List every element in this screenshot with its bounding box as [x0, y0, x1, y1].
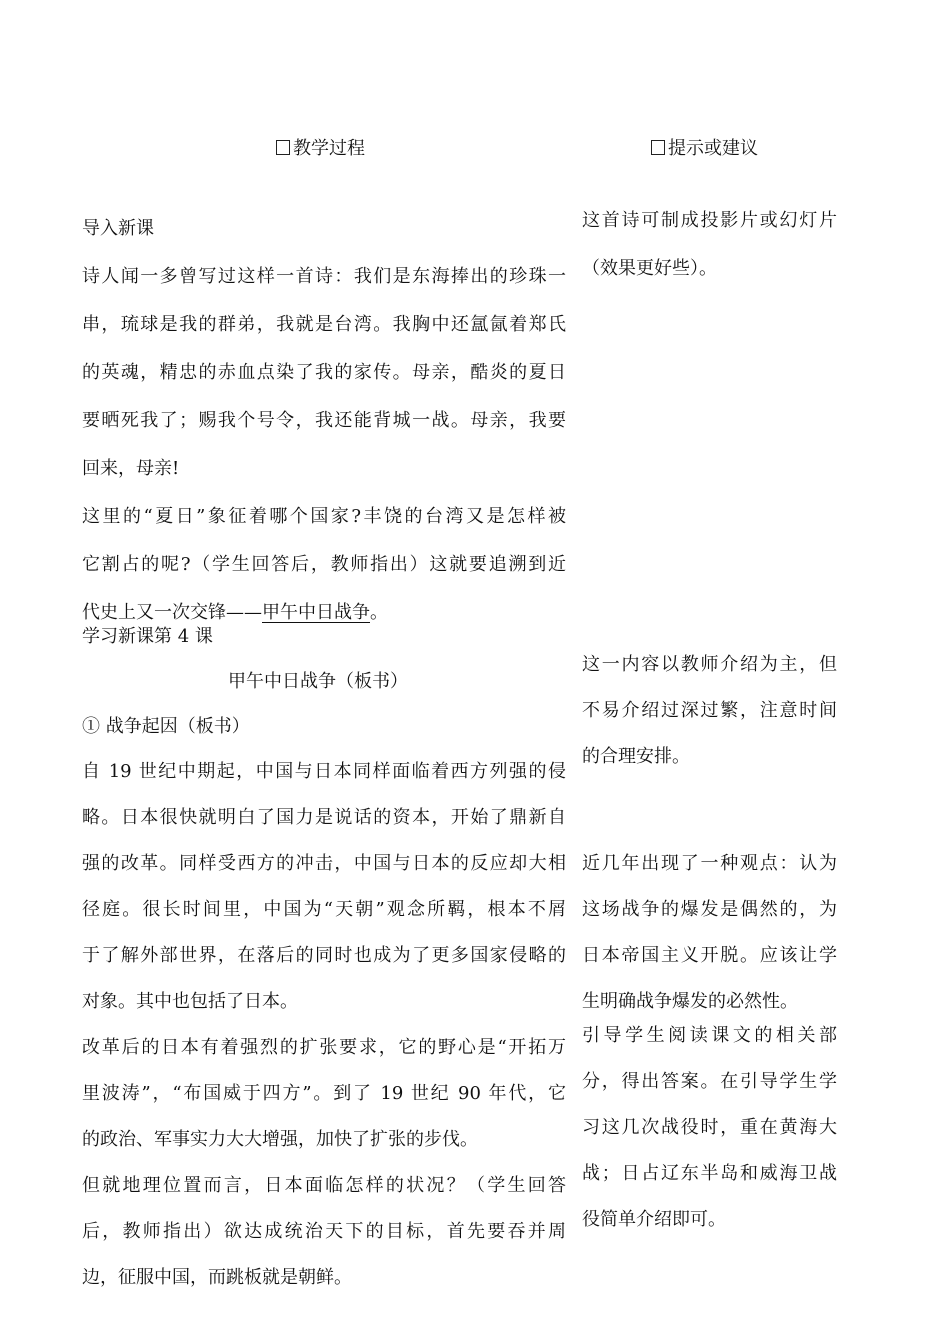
- paragraph-line: 径庭。很长时间里，中国为“天朝”观念所羁，根本不屑: [82, 899, 566, 920]
- note-inevitability: [582, 841, 837, 1025]
- question-line: 这里的“夏日”象征着哪个国家?丰饶的台湾又是怎样被: [82, 506, 566, 527]
- paragraph-line: 自 19 世纪中期起，中国与日本同样面临着西方列强的侵: [82, 761, 566, 782]
- paragraph-line: 后，教师指出）欲达成统治天下的目标，首先要吞并周: [82, 1221, 566, 1242]
- lesson-title: 甲午中日战争（板书）: [228, 671, 408, 692]
- paragraph-line: 对象。其中也包括了日本。: [82, 991, 298, 1012]
- lesson-heading: 学习新课第 4 课: [82, 626, 213, 647]
- paragraph-line: 里波涛”，“布国威于四方”。到了 19 世纪 90 年代，它: [82, 1083, 566, 1104]
- note-line: 这首诗可制成投影片或幻灯片: [582, 210, 837, 231]
- note-poem: [582, 197, 837, 293]
- header-right-label: 提示或建议: [668, 138, 758, 159]
- paragraph-line: 于了解外部世界，在落后的同时也成为了更多国家侵略的: [82, 945, 566, 966]
- paragraph-expansion: [82, 1025, 566, 1163]
- note-teacher-intro: [582, 642, 837, 780]
- note-line: 这场战争的爆发是偶然的，为: [582, 899, 837, 920]
- note-line: 役简单介绍即可。: [582, 1209, 726, 1230]
- note-line: 近几年出现了一种观点：认为: [582, 853, 837, 874]
- note-line: 战；日占辽东半岛和威海卫战: [582, 1163, 837, 1184]
- header-left-label: 教学过程: [293, 138, 365, 159]
- poem-line: 的英魂，精忠的赤血点染了我的家传。母亲，酷炎的夏日: [82, 362, 566, 383]
- note-line: 引导学生阅读课文的相关部: [582, 1025, 837, 1046]
- paragraph-line: 但就地理位置而言，日本面临怎样的状况？（学生回答: [82, 1175, 566, 1196]
- note-line: 生明确战争爆发的必然性。: [582, 991, 798, 1012]
- intro-section: [82, 205, 566, 637]
- header-teaching-process: [276, 136, 365, 162]
- checkbox-icon: [276, 140, 290, 155]
- note-line: 不易介绍过深过繁，注意时间: [582, 700, 837, 721]
- note-line: 分，得出答案。在引导学生学: [582, 1071, 837, 1092]
- header-hints-suggestions: [651, 136, 758, 162]
- war-title-underlined: 甲午中日战争: [262, 602, 370, 623]
- checkbox-icon: [651, 140, 665, 155]
- note-battles: [582, 1013, 837, 1243]
- paragraph-line: 略。日本很快就明白了国力是说话的资本，开始了鼎新自: [82, 807, 566, 828]
- paragraph-line: 改革后的日本有着强烈的扩张要求，它的野心是“开拓万: [82, 1037, 566, 1058]
- paragraph-line: 边，征服中国，而跳板就是朝鲜。: [82, 1267, 352, 1288]
- intro-heading: 导入新课: [82, 218, 154, 239]
- question-suffix: 。: [370, 602, 388, 623]
- note-line: 习这几次战役时，重在黄海大: [582, 1117, 837, 1138]
- note-line: 日本帝国主义开脱。应该让学: [582, 945, 837, 966]
- paragraph-cause: [82, 749, 566, 1025]
- question-prefix: 代史上又一次交锋——: [82, 602, 262, 623]
- poem-line: 串，琉球是我的群弟，我就是台湾。我胸中还氲氤着郑氏: [82, 314, 566, 335]
- note-line: （效果更好些）。: [582, 258, 717, 279]
- poem-line: 诗人闻一多曾写过这样一首诗：我们是东海捧出的珍珠一: [82, 266, 566, 287]
- poem-line: 要晒死我了；赐我个号令，我还能背城一战。母亲，我要: [82, 410, 566, 431]
- note-line: 这一内容以教师介绍为主，但: [582, 654, 837, 675]
- question-line: 它割占的呢?（学生回答后，教师指出）这就要追溯到近: [82, 554, 566, 575]
- paragraph-line: 强的改革。同样受西方的冲击，中国与日本的反应却大相: [82, 853, 566, 874]
- note-line: 的合理安排。: [582, 746, 690, 767]
- poem-line: 回来，母亲!: [82, 458, 180, 479]
- paragraph-line: 的政治、军事实力大大增强，加快了扩张的步伐。: [82, 1129, 478, 1150]
- section-heading: ① 战争起因（板书）: [82, 716, 250, 737]
- paragraph-geography: [82, 1163, 566, 1301]
- lesson-section: [82, 614, 566, 1301]
